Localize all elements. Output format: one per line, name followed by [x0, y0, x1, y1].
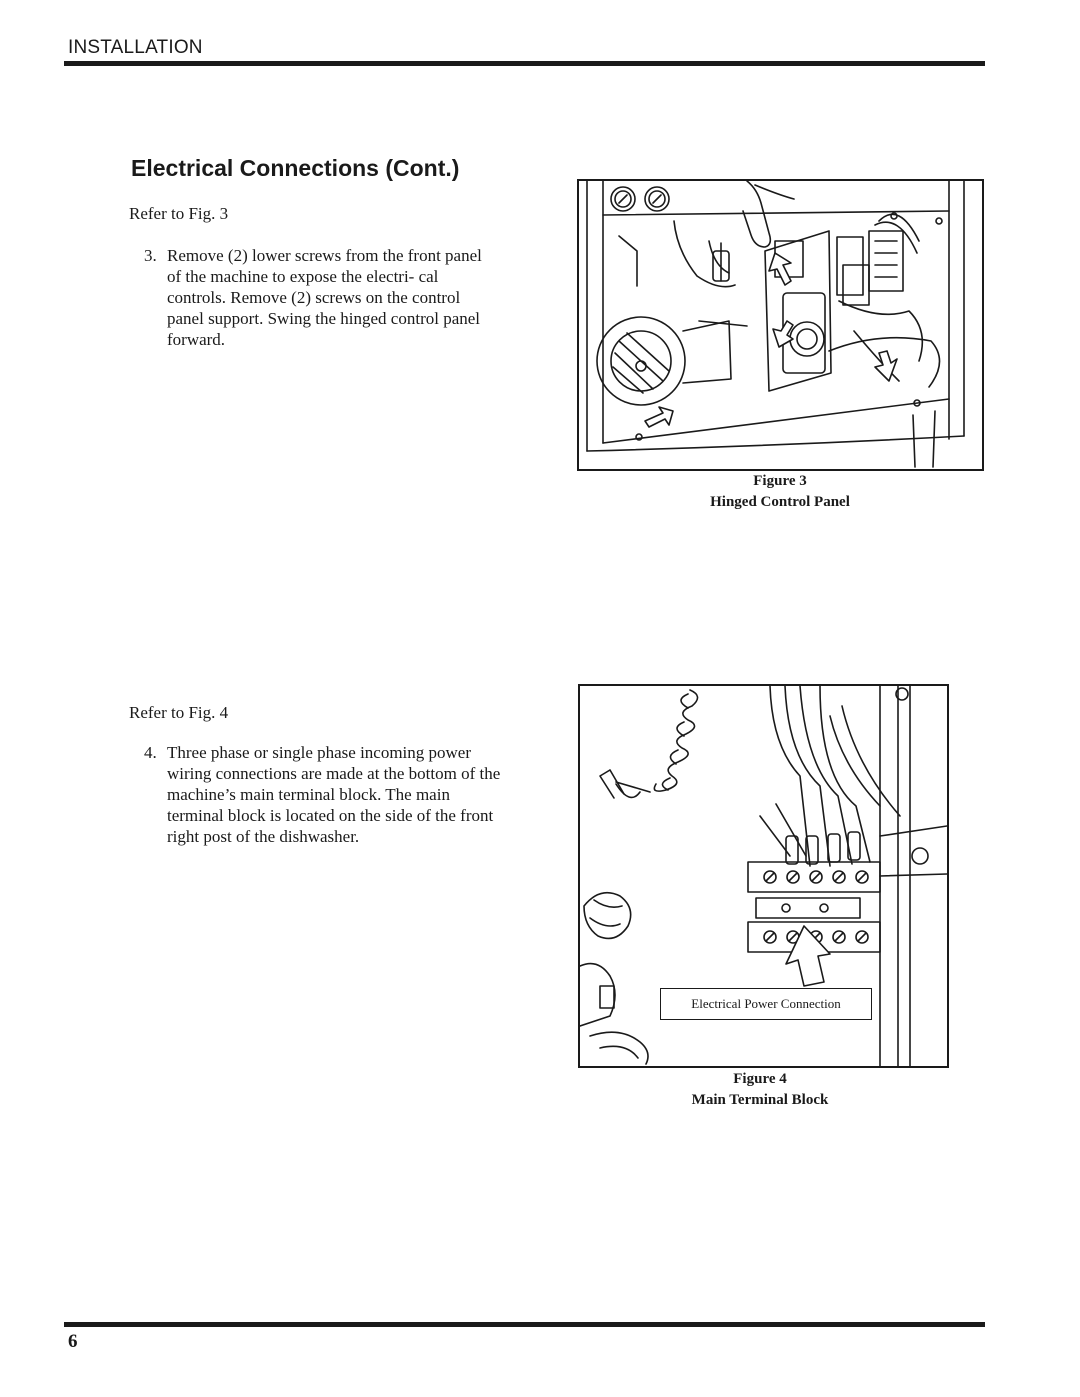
- refer-fig-4: Refer to Fig. 4: [129, 703, 229, 722]
- section-label: INSTALLATION: [68, 37, 203, 58]
- figure-4-title: Main Terminal Block: [691, 1092, 829, 1108]
- figure-4-label: Figure 4: [733, 1071, 787, 1087]
- figure-4-caption: [640, 1069, 880, 1111]
- step-4-number: 4.: [144, 743, 157, 762]
- figure-3-title: Hinged Control Panel: [710, 494, 850, 510]
- figure-3-label: Figure 3: [753, 473, 807, 489]
- step-3-text: Remove (2) lower screws from the front panel of the machine to expose the electri- cal controls. Remove (2) screws on the control panel support. Swing the hinged control panel forward.: [167, 246, 482, 349]
- step-4: [144, 742, 504, 847]
- page-heading: Electrical Connections (Cont.): [131, 155, 460, 181]
- refer-fig-3: Refer to Fig. 3: [129, 204, 229, 223]
- header-rule: [64, 61, 985, 66]
- figure-3-illustration: [577, 179, 984, 471]
- page-number: 6: [68, 1331, 78, 1352]
- figure-3-caption: [660, 471, 900, 513]
- step-3-number: 3.: [144, 246, 157, 265]
- electrical-power-connection-callout: Electrical Power Connection: [660, 988, 872, 1020]
- footer-rule: [64, 1322, 985, 1327]
- step-3: [144, 245, 489, 350]
- step-4-text: Three phase or single phase incoming power wiring connections are made at the bottom of the machine’s main terminal block. The main terminal block is located on the side of the front right post of the dishwasher.: [167, 743, 501, 846]
